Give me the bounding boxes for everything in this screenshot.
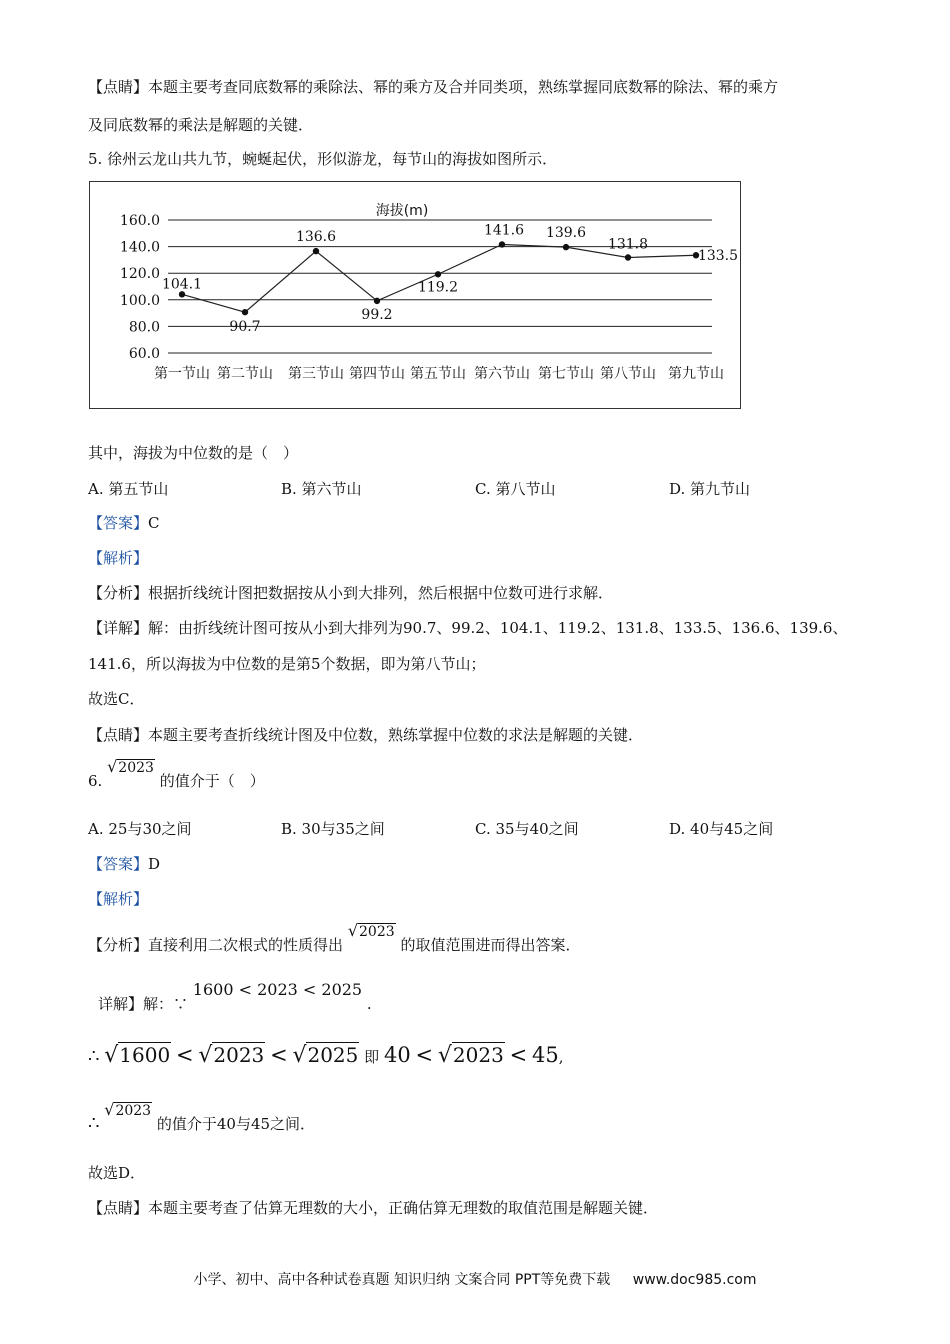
sqrt-2025: √2025 <box>292 1043 359 1068</box>
inequality-end: . <box>366 995 372 1013</box>
answer-value: D <box>148 855 161 873</box>
data-point <box>435 271 441 277</box>
q5-question: 其中，海拔为中位数的是（ ） <box>88 444 299 462</box>
y-tick-label: 120.0 <box>119 266 160 283</box>
data-point <box>625 254 631 260</box>
less-than: < <box>175 1043 194 1067</box>
inequality-1: 1600 < 2023 < 2025 <box>192 980 363 999</box>
x-tick-label: 第五节山 <box>410 366 466 382</box>
data-point <box>563 244 569 250</box>
sqrt-2023: √2023 <box>347 921 395 940</box>
data-label: 141.6 <box>483 222 525 239</box>
forty-five: 45 <box>531 1043 559 1067</box>
x-tick-label: 第六节山 <box>474 366 530 382</box>
q6-dianjing <box>88 1197 658 1218</box>
sqrt-2023: √2023 <box>198 1043 265 1068</box>
data-label: 119.2 <box>417 279 459 296</box>
q6-option-d[interactable]: D. 40与45之间 <box>669 820 774 838</box>
q6-step2 <box>88 1042 564 1068</box>
xiangjie-text: 解：由折线统计图可按从小到大排列为90.7、99.2、104.1、119.2、131.8、133.5、136.6、139.6、 <box>148 619 848 637</box>
footer-text: 小学、初中、高中各种试卷真题 知识归纳 文案合同 PPT等免费下载 <box>193 1272 611 1288</box>
dianjing-tag: 【点睛】 <box>88 78 149 96</box>
sqrt-1600: √1600 <box>104 1043 171 1068</box>
q5-dianjing <box>88 724 643 745</box>
elevation-chart <box>89 181 741 409</box>
x-tick-label: 第九节山 <box>668 366 724 382</box>
data-point <box>499 241 505 247</box>
q6-xiangjie <box>98 980 372 1014</box>
q6-fenxi <box>88 921 581 955</box>
q6-option-c[interactable]: C. 35与40之间 <box>475 820 579 838</box>
data-label: 139.6 <box>545 225 587 242</box>
data-point <box>313 248 319 254</box>
fenxi-tag: 【分析】 <box>88 584 149 602</box>
q5-option-d[interactable]: D. 第九节山 <box>669 480 751 498</box>
data-label: 131.8 <box>607 236 649 253</box>
x-tick-label: 第二节山 <box>217 366 273 382</box>
data-point <box>242 309 248 315</box>
xiangjie-label: 详解】解：∵ <box>98 995 189 1013</box>
x-tick-label: 第七节山 <box>538 366 594 382</box>
q5-jiexi-tag: 【解析】 <box>88 549 149 567</box>
answer-tag: 【答案】 <box>88 855 149 873</box>
fenxi-text: 根据折线统计图把数据按从小到大排列，然后根据中位数可进行求解． <box>148 584 614 602</box>
therefore-symbol: ∴ <box>88 1113 100 1134</box>
q6-number: 6. <box>88 772 103 790</box>
y-tick-label: 140.0 <box>119 239 160 256</box>
q6-stem-text: 的值介于（ ） <box>159 772 265 790</box>
dianjing-text: 本题主要考查折线统计图及中位数，熟练掌握中位数的求法是解题的关键． <box>148 726 644 744</box>
q5-answer <box>88 512 160 533</box>
y-tick-label: 160.0 <box>119 213 160 229</box>
conclusion-text: 的值介于40与45之间． <box>156 1115 316 1133</box>
q6-option-b[interactable]: B. 30与35之间 <box>281 820 385 838</box>
q5-option-a[interactable]: A. 第五节山 <box>88 480 169 498</box>
ji-word: 即 <box>364 1048 380 1066</box>
fenxi-text: 直接利用二次根式的性质得出 <box>148 936 344 954</box>
data-label: 90.7 <box>229 319 261 336</box>
q6-stem <box>88 757 265 791</box>
sqrt-2023: √2023 <box>104 1100 152 1119</box>
data-point <box>374 298 380 304</box>
data-label: 133.5 <box>697 248 739 265</box>
q6-option-a[interactable]: A. 25与30之间 <box>88 820 192 838</box>
q6-jiexi-tag: 【解析】 <box>88 890 149 908</box>
dianjing-tag: 【点睛】 <box>88 1199 149 1217</box>
y-tick-label: 80.0 <box>128 319 160 336</box>
x-tick-label: 第四节山 <box>349 366 405 382</box>
q5-fenxi <box>88 582 613 603</box>
q5-stem: 5. 徐州云龙山共九节，蜿蜒起伏，形似游龙，每节山的海拔如图所示． <box>88 150 558 168</box>
q6-answer <box>88 853 160 874</box>
answer-value: C <box>148 514 160 532</box>
fenxi-text-end: 的取值范围进而得出答案． <box>400 936 581 954</box>
dianjing-text: 本题主要考查同底数幂的乘除法、幂的乘方及合并同类项，熟练掌握同底数幂的除法、幂的乘方 <box>148 78 779 96</box>
q5-xiangjie-line2: 141.6，所以海拔为中位数的是第5个数据，即为第八节山； <box>88 655 486 673</box>
dianjing-text: 本题主要考查了估算无理数的大小，正确估算无理数的取值范围是解题关键． <box>148 1199 659 1217</box>
less-than: < <box>509 1043 528 1067</box>
x-tick-label: 第一节山 <box>154 366 210 382</box>
sqrt-2023: √2023 <box>437 1043 504 1068</box>
y-tick-label: 100.0 <box>119 292 160 309</box>
less-than: < <box>415 1043 434 1067</box>
sqrt-2023: √2023 <box>107 757 154 776</box>
footer-url[interactable]: www.doc985.com <box>632 1272 757 1288</box>
top-dianjing-line1 <box>88 76 778 97</box>
less-than: < <box>270 1043 288 1067</box>
data-label: 104.1 <box>161 276 203 293</box>
data-label: 99.2 <box>361 306 393 323</box>
q5-option-c[interactable]: C. 第八节山 <box>475 480 556 498</box>
footer <box>0 1269 950 1289</box>
therefore-symbol: ∴ <box>88 1046 100 1067</box>
x-tick-label: 第八节山 <box>600 366 656 382</box>
q5-guxuan: 故选C． <box>88 690 145 708</box>
dianjing-tag: 【点睛】 <box>88 726 149 744</box>
x-tick-label: 第三节山 <box>288 366 344 382</box>
xiangjie-tag: 【详解】 <box>88 619 149 637</box>
data-label: 136.6 <box>295 229 337 246</box>
answer-tag: 【答案】 <box>88 514 149 532</box>
q5-xiangjie-line1 <box>88 617 847 638</box>
y-tick-label: 60.0 <box>128 346 160 362</box>
comma: , <box>558 1048 564 1066</box>
top-dianjing-line2: 及同底数幂的乘法是解题的关键． <box>88 116 314 134</box>
q5-option-b[interactable]: B. 第六节山 <box>281 480 362 498</box>
chart-title: 海拔(m) <box>375 203 429 219</box>
forty: 40 <box>383 1043 411 1067</box>
q6-conclusion <box>88 1100 316 1134</box>
fenxi-tag: 【分析】 <box>88 936 149 954</box>
elevation-line-chart <box>90 182 739 407</box>
q6-guxuan: 故选D． <box>88 1164 146 1182</box>
